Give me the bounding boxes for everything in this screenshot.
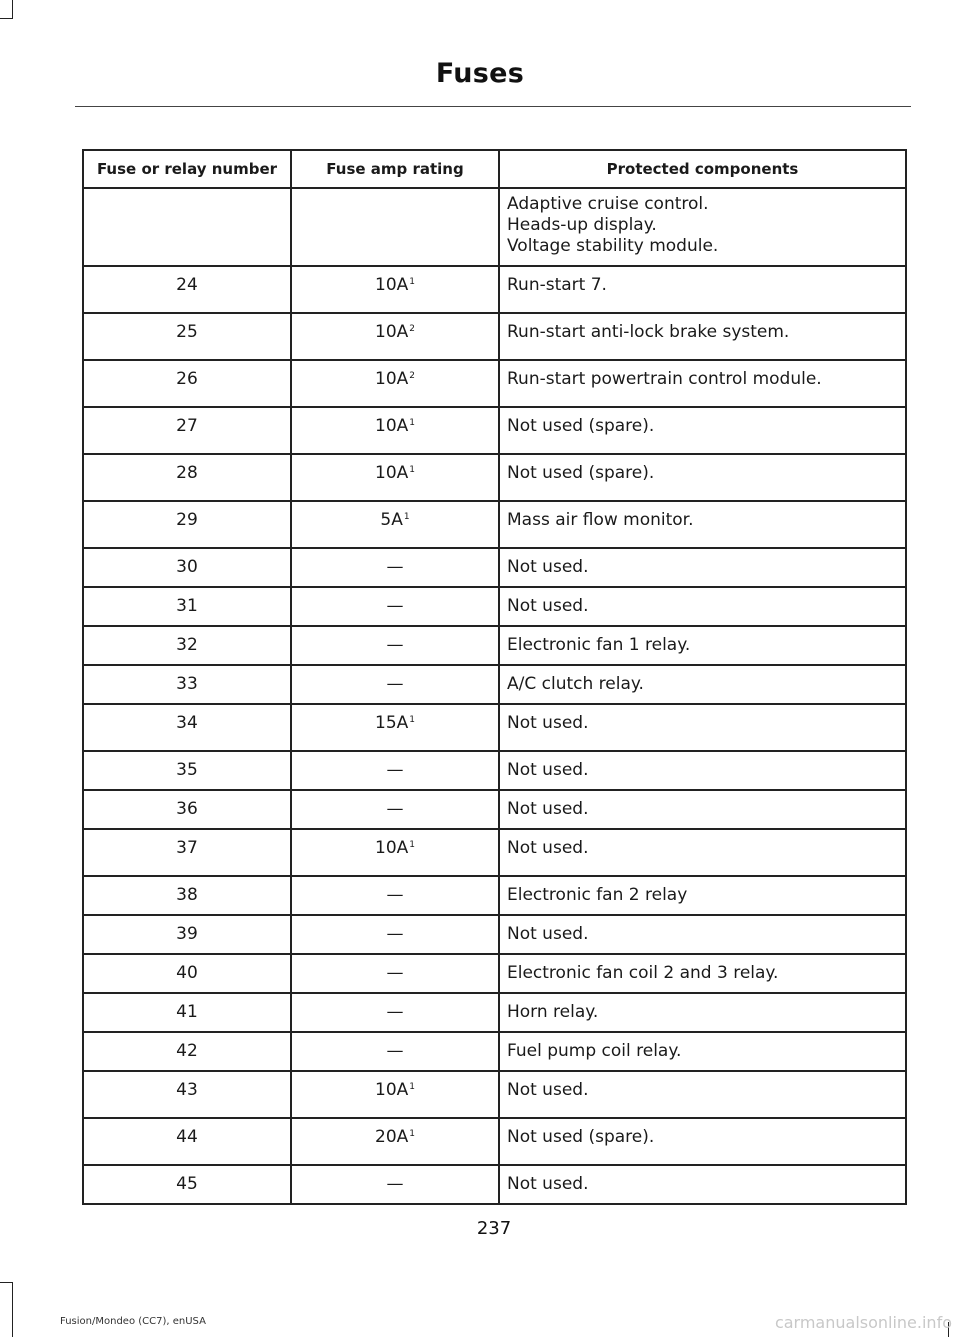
table-row <box>83 360 906 407</box>
footnote-marker: 2 <box>409 371 415 381</box>
fuse-number-cell: 31 <box>83 587 291 626</box>
amp-rating-cell <box>291 1032 499 1071</box>
table-row-continuation <box>83 188 906 266</box>
table-row <box>83 1032 906 1071</box>
amp-rating-value: 10A <box>375 416 409 436</box>
amp-rating-cell <box>291 360 499 407</box>
table-row <box>83 626 906 665</box>
amp-rating-value: 10A <box>375 463 409 483</box>
amp-rating-cell <box>291 313 499 360</box>
fuse-number-cell: 45 <box>83 1165 291 1204</box>
footnote-marker: 2 <box>409 324 415 334</box>
table-row <box>83 993 906 1032</box>
protected-components-cell: Not used (spare). <box>499 407 906 454</box>
column-header-protected-components: Protected components <box>499 150 906 188</box>
amp-rating-value: — <box>386 1002 404 1022</box>
table-row <box>83 1071 906 1118</box>
amp-rating-value: 15A <box>375 713 409 733</box>
protected-components-cell: Electronic fan 1 relay. <box>499 626 906 665</box>
component-line: Adaptive cruise control. <box>507 194 709 214</box>
fuse-number-cell: 44 <box>83 1118 291 1165</box>
amp-rating-cell <box>291 266 499 313</box>
component-line: Voltage stability module. <box>507 236 719 256</box>
protected-components-cell <box>499 188 906 266</box>
page-number: 237 <box>476 1218 512 1239</box>
amp-rating-cell <box>291 829 499 876</box>
protected-components-cell: Not used. <box>499 915 906 954</box>
protected-components-cell: Horn relay. <box>499 993 906 1032</box>
protected-components-cell: Run-start 7. <box>499 266 906 313</box>
protected-components-cell: Electronic fan coil 2 and 3 relay. <box>499 954 906 993</box>
fuse-number-cell: 38 <box>83 876 291 915</box>
fuse-number-cell: 37 <box>83 829 291 876</box>
amp-rating-value: — <box>386 963 404 983</box>
table-row <box>83 454 906 501</box>
amp-rating-value: 5A <box>380 510 403 530</box>
table-row <box>83 915 906 954</box>
column-header-amp-rating: Fuse amp rating <box>291 150 499 188</box>
table-row <box>83 790 906 829</box>
protected-components-cell: Not used. <box>499 587 906 626</box>
table-row <box>83 501 906 548</box>
fuse-number-cell: 41 <box>83 993 291 1032</box>
crop-mark <box>12 1282 13 1337</box>
table-row <box>83 876 906 915</box>
amp-rating-value: — <box>386 557 404 577</box>
footnote-marker: 1 <box>409 1082 415 1092</box>
crop-mark <box>0 18 13 19</box>
footnote-marker: 1 <box>409 840 415 850</box>
protected-components-cell: Not used. <box>499 1071 906 1118</box>
protected-components-cell: Not used. <box>499 829 906 876</box>
amp-rating-cell <box>291 548 499 587</box>
amp-rating-cell <box>291 876 499 915</box>
protected-components-cell: Not used. <box>499 751 906 790</box>
table-row <box>83 587 906 626</box>
header-divider <box>75 106 911 107</box>
amp-rating-cell <box>291 751 499 790</box>
page-title: Fuses <box>435 58 525 89</box>
protected-components-cell: Electronic fan 2 relay <box>499 876 906 915</box>
fuse-number-cell: 33 <box>83 665 291 704</box>
protected-components-cell: Not used. <box>499 790 906 829</box>
table-row <box>83 751 906 790</box>
fuse-number-cell: 43 <box>83 1071 291 1118</box>
table-row <box>83 313 906 360</box>
amp-rating-cell <box>291 1071 499 1118</box>
amp-rating-cell <box>291 501 499 548</box>
amp-rating-value: — <box>386 1041 404 1061</box>
fuse-number-cell: 34 <box>83 704 291 751</box>
table-row <box>83 266 906 313</box>
amp-rating-value: 10A <box>375 1080 409 1100</box>
amp-rating-cell <box>291 454 499 501</box>
protected-components-cell: Run-start anti-lock brake system. <box>499 313 906 360</box>
fuse-number-cell: 39 <box>83 915 291 954</box>
amp-rating-cell <box>291 1118 499 1165</box>
protected-components-cell: A/C clutch relay. <box>499 665 906 704</box>
protected-components-cell: Not used (spare). <box>499 454 906 501</box>
watermark: carmanualsonline.info <box>774 1313 952 1332</box>
amp-rating-cell <box>291 954 499 993</box>
fuse-number-cell: 36 <box>83 790 291 829</box>
table-row <box>83 954 906 993</box>
amp-rating-cell <box>291 704 499 751</box>
amp-rating-cell <box>291 626 499 665</box>
fuse-number-cell: 25 <box>83 313 291 360</box>
amp-rating-value: 10A <box>375 322 409 342</box>
table-row <box>83 665 906 704</box>
amp-rating-value: — <box>386 924 404 944</box>
amp-rating-cell <box>291 665 499 704</box>
table-row <box>83 829 906 876</box>
fuse-table <box>82 149 907 1205</box>
crop-mark <box>12 0 13 18</box>
protected-components-cell: Fuel pump coil relay. <box>499 1032 906 1071</box>
amp-rating-value: — <box>386 674 404 694</box>
amp-rating-value: — <box>386 885 404 905</box>
amp-rating-value: — <box>386 635 404 655</box>
footnote-marker: 1 <box>409 418 415 428</box>
amp-rating-value: 10A <box>375 275 409 295</box>
protected-components-cell: Not used. <box>499 1165 906 1204</box>
amp-rating-cell <box>291 407 499 454</box>
table-row <box>83 548 906 587</box>
amp-rating-cell <box>291 915 499 954</box>
fuse-number-cell: 28 <box>83 454 291 501</box>
fuse-number-cell: 27 <box>83 407 291 454</box>
fuse-number-cell: 24 <box>83 266 291 313</box>
column-header-fuse-number: Fuse or relay number <box>83 150 291 188</box>
amp-rating-value: 20A <box>375 1127 409 1147</box>
component-line: Heads-up display. <box>507 215 657 235</box>
amp-rating-value: — <box>386 1174 404 1194</box>
amp-rating-cell <box>291 188 499 266</box>
protected-components-cell: Not used. <box>499 548 906 587</box>
footnote-marker: 1 <box>409 277 415 287</box>
amp-rating-cell <box>291 993 499 1032</box>
amp-rating-value: 10A <box>375 369 409 389</box>
table-header-row <box>83 150 906 188</box>
protected-components-cell: Not used. <box>499 704 906 751</box>
amp-rating-value: — <box>386 596 404 616</box>
footnote-marker: 1 <box>409 465 415 475</box>
amp-rating-cell <box>291 1165 499 1204</box>
manual-id: Fusion/Mondeo (CC7), enUSA <box>60 1316 206 1327</box>
table-row <box>83 407 906 454</box>
fuse-number-cell: 32 <box>83 626 291 665</box>
protected-components-cell: Not used (spare). <box>499 1118 906 1165</box>
amp-rating-cell <box>291 790 499 829</box>
fuse-number-cell: 40 <box>83 954 291 993</box>
footnote-marker: 1 <box>409 715 415 725</box>
fuse-table-body <box>83 188 906 1204</box>
fuse-number-cell: 35 <box>83 751 291 790</box>
fuse-number-cell: 30 <box>83 548 291 587</box>
amp-rating-value: — <box>386 760 404 780</box>
table-row <box>83 1165 906 1204</box>
table-row <box>83 1118 906 1165</box>
protected-components-cell: Run-start powertrain control module. <box>499 360 906 407</box>
amp-rating-cell <box>291 587 499 626</box>
crop-mark <box>0 1282 13 1283</box>
fuse-number-cell <box>83 188 291 266</box>
fuse-number-cell: 29 <box>83 501 291 548</box>
footnote-marker: 1 <box>403 512 410 522</box>
protected-components-cell: Mass air flow monitor. <box>499 501 906 548</box>
amp-rating-value: — <box>386 799 404 819</box>
footnote-marker: 1 <box>409 1129 415 1139</box>
table-row <box>83 704 906 751</box>
fuse-number-cell: 42 <box>83 1032 291 1071</box>
fuse-number-cell: 26 <box>83 360 291 407</box>
amp-rating-value: 10A <box>375 838 409 858</box>
